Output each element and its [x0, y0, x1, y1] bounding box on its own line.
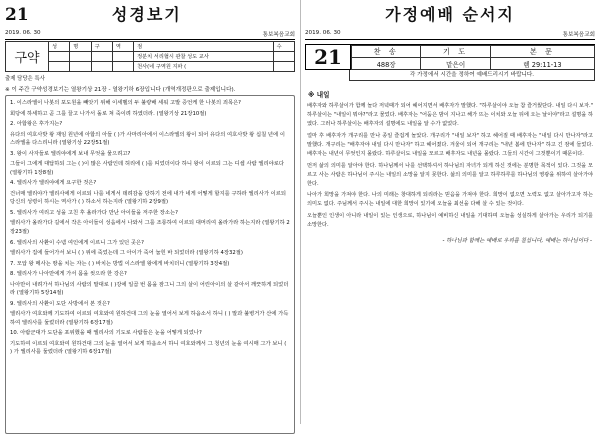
left-church: 통보복음교회 — [262, 32, 295, 38]
right-date: 2019. 06. 30 — [305, 30, 341, 36]
th-5: 점 — [134, 42, 274, 52]
right-page — [305, 3, 595, 421]
question-line: 엘리사가 올라가다 길에서 작은 아이들이 성읍에서 나와서 그를 조롱하여 이르되 대머리여 올라가라 하는지라 (열왕기하 2장23절) — [10, 220, 290, 235]
th-2: 명 — [70, 42, 91, 52]
value-prayer: 맡은이 — [421, 58, 490, 70]
question-line: 4. 엘리사가 엘리야에게 요구한 것은? — [10, 180, 97, 187]
right-church: 통보복음교회 — [562, 32, 595, 38]
body-paragraph: 오늘뿐인 인생이 아니라 내일이 있는 인생으로, 하나님이 예비하신 내일을 기대하며 오늘을 성실하게 살아가는 우리가 되기를 소망한다. — [307, 213, 593, 229]
value-hymn: 488장 — [352, 58, 421, 70]
question-line: 5. 엘리사가 여리고 성을 고친 후 올라가다 만난 아이들을 저주한 장소는? — [10, 209, 178, 216]
question-line: 6. 엘리사의 사환이 수넴 여인에게 이르니 그가 있던 곳은? — [10, 239, 144, 246]
question-line: 엘리사가 집에 들어가서 보니 ( ) 위에 죽었는데 그 아이가 죽어 눕힌 바 되었더라 (열왕기하 4장32절) — [10, 250, 243, 257]
question-line: 건너매 엘리야가 엘리사에게 이르되 나를 네게서 데려감을 당하기 전에 내가 네게 어떻게 할지를 구하라 엘리사가 이르되 당신의 성령이 하시는 역사가 ( ) 하소서 하는지라 (열왕기하 2장9절) — [10, 190, 286, 206]
th-4: 역 — [112, 42, 133, 52]
question-line: 유다의 여호사밧 왕 재임 원년에 아합의 아들 ( )가 사마리아에서 이스라엘의 왕이 되어 유다의 여호사밧 왕 십칠 년에 이스라엘을 다스리니라 (열왕기상 22장51절) — [10, 131, 285, 147]
question-line: 1. 이스라엘이 나봇의 포도원을 빼앗기 위해 이세벨의 두 불량배 세워 고발 증언케 한 나봇의 죄목은? — [10, 100, 241, 106]
right-meta — [305, 30, 595, 40]
gyuyak-label: 구약 — [6, 42, 49, 72]
right-header — [305, 3, 595, 25]
worship-order — [305, 44, 595, 70]
page-divider — [300, 0, 301, 424]
label-prayer: 기 도 — [421, 46, 490, 58]
question-line: 회당에 하세하고 곧 그를 끌고 나가서 돌로 쳐 죽이려 하였더라. (열왕기상 21장10절) — [10, 110, 207, 117]
left-note: ※ 이 주간 구약성경보기는 열왕기상 21장 - 열왕기하 6장입니다 (개역개정판으로 출제입니다). — [5, 87, 236, 93]
question-line: 9. 엘리사의 사환이 도단 사방에서 본 것은? — [10, 300, 110, 307]
left-header — [5, 3, 295, 25]
th-3: 구 — [91, 42, 112, 52]
question-line: 그들이 그에게 대답하되 그는 ( )이 많은 사람인데 허리에 ( )를 띠었더이다 하니 왕이 이르되 그는 디셉 사람 엘리야로다 (열왕기하 1장8절) — [10, 161, 284, 176]
left-title: 성경보기 — [111, 5, 182, 24]
label-hymn: 찬 송 — [352, 46, 421, 58]
body-paragraph: 배후자와 하루살이가 함께 놀다 저녁때가 되어 헤어지면서 배후자가 말했다. "하루살이야 오늘 참 즐거웠단다. 내일 다시 보자." 하루살이는 "내일이 뭐야?"라고 물었다. 배후자는 "어둠은 밤이 지나고 해가 뜨는 이치와 오늘 뒤에 오는 날이야"라고 설명을 하였다. 그러나 하루살이는 배후자의 설명에도 내일을 알 수가 없었다. — [307, 103, 593, 127]
section-title: ※ 내일 — [308, 91, 330, 99]
left-date: 2019. 06. 30 — [5, 30, 41, 36]
question-line: 10. 아람군대가 도단을 포위했을 때 엘리사의 기도로 사람들은 눈을 어떻게 되었나? — [10, 330, 202, 337]
row1-role: 정분치 서리협시 관찰 성도 교사 — [134, 52, 274, 62]
th-1: 성 — [49, 42, 70, 52]
question-line: 나아만이 내려가서 하나님의 사람의 말대로 ( )강에 일곱 번 몸을 잠그니 그의 살이 어린아이의 살 같아서 깨끗하게 되었더라 (열왕기하 5장14절) — [10, 281, 289, 297]
worship-table — [351, 45, 595, 70]
instruction-label: 출제 담당은 특사 — [5, 76, 45, 82]
question-line: 3. 왕이 사자들로 엘리야에게 보내 무엇을 물으려고? — [10, 150, 131, 157]
worship-notice: 각 가정에서 시간을 정하여 예배드리시기 바랍니다. — [349, 70, 595, 81]
label-scripture: 본 문 — [490, 46, 594, 58]
body-paragraph: 얼마 후 배후자가 개구리를 만나 종일 즐겁게 놀았다. 개구리가 "내일 보자" 하고 헤어질 때 배후자는 "내일 다시 만나자"라고 말했다. 개구리는 "배후자야 내일 다시 만나자" 하고 헤어졌다. 겨울이 되어 개구리는 "내년 봄에 만나자" 하고 긴 잠에 들었다. 배후자는 내년이 무엇인지 몰랐다. 하루살이도 내일을 모르고 배후자도 내년을 몰랐다. 그들의 시간이 그것뿐이기 때문이다. — [307, 132, 593, 157]
value-scripture: 렘 29:11-13 — [490, 58, 594, 70]
question-line: 7. 모압 왕 메사는 땅을 치는 자는 ( ) 바치는 방법 이스라엘 왕에게 바치더니 (열왕기하 3장4절) — [10, 260, 230, 267]
th-6: 수 — [273, 42, 294, 52]
body-paragraph: 나아가 희망을 가져야 한다. 나의 미래는 창대하게 되리라는 믿음을 가져야 한다. 희망이 없으면 노력도 없고 살아가고자 하는 의미도 없다. 주님께서 주시는 내일에 대한 희망이 있기에 오늘을 최선을 다해 살 수 있는 것이다. — [307, 192, 593, 208]
question-line: 기도하여 이르되 여호와여 원하건대 그의 눈을 열어서 보게 하옵소서 하니 여호와께서 그 청년의 눈을 여시매 그가 보니 ( ) 가 엘리사를 둘렀더라 (열왕기하 6장17절) — [10, 340, 287, 356]
closing-signature: - 하나님과 함께는 예배로 우리를 칠십니다, 예배는 하나님이다 - — [442, 238, 592, 245]
question-line: 엘리사가 여호와께 기도하여 이르되 여호와여 원하건대 그의 눈을 열어서 보게 하옵소서 하니 ( ) 말과 불병거가 산에 가득하여 엘리사를 둘렀더라 (열왕기하 6장17절) — [10, 311, 289, 326]
question-box — [5, 95, 295, 434]
left-meta — [5, 30, 295, 40]
right-issue-number: 21 — [305, 45, 351, 70]
right-title: 가정예배 순서지 — [385, 5, 515, 24]
left-page — [5, 3, 295, 421]
body-paragraph: 먼저 삶의 의미를 알아야 한다. 하나님께서 나를 선택하셔서 하나님의 자녀가 되게 하신 것에는 분명한 목적이 있다. 그것을 모르고 사는 사람은 하나님이 주시는 내일의 소망을 알지 못한다. 삶의 의미를 알고 하루하루를 하나님의 영광을 위하여 살아가야 한다. — [307, 162, 593, 187]
row2-role: 천사(네 구역원 지파 ( — [134, 62, 274, 72]
left-info-table — [5, 41, 295, 72]
left-issue-number: 21 — [5, 5, 29, 25]
question-line: 2. 아합왕은 후가지는? — [10, 121, 63, 128]
question-line: 8. 엘리사가 나아만에게 가서 몸을 씻으라 한 강은? — [10, 271, 127, 278]
